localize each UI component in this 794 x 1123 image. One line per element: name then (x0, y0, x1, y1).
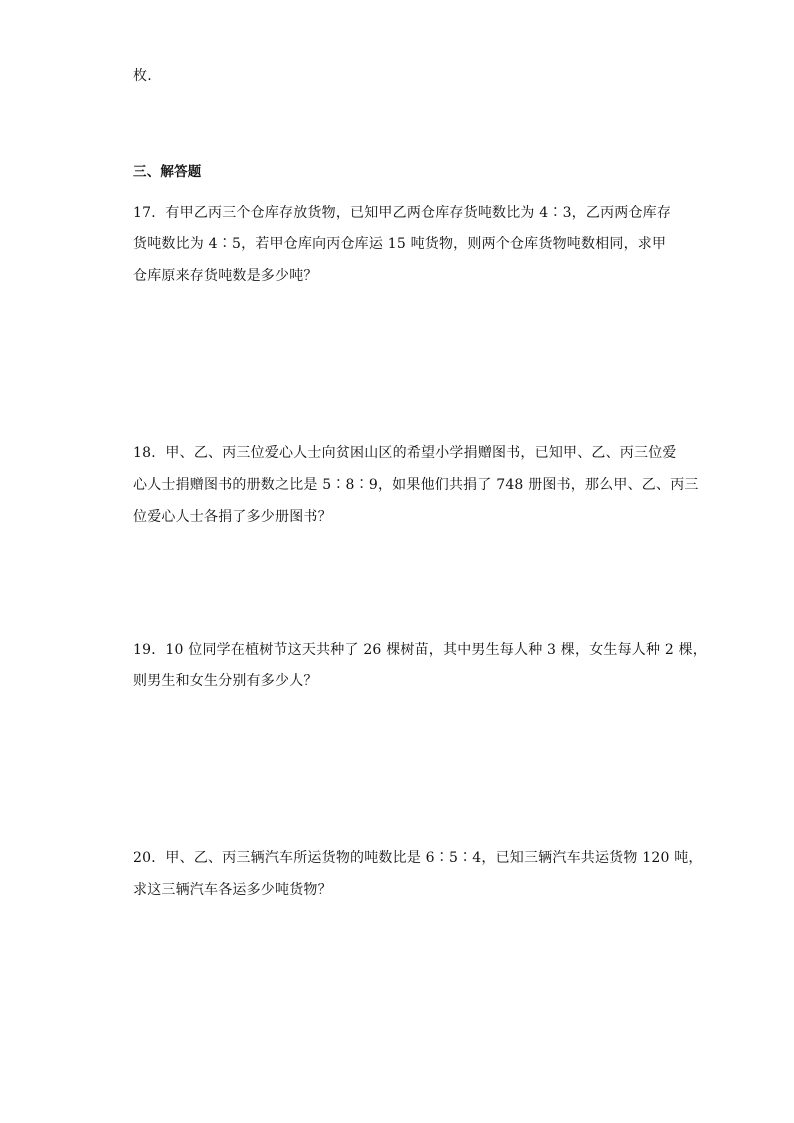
question-text-line: 20．甲、乙、丙三辆汽车所运货物的吨数比是 6∶5∶4，已知三辆汽车共运货物 120 吨， (133, 850, 703, 866)
section-heading: 三、解答题 (133, 164, 202, 180)
question-text-line: 仓库原来存货吨数是多少吨？ (133, 268, 318, 284)
question-text-line: 位爱心人士各捐了多少册图书？ (133, 509, 332, 525)
question-text-line: 18．甲、乙、丙三位爱心人士向贫困山区的希望小学捐赠图书，已知甲、乙、丙三位爱 (133, 445, 677, 461)
continued-text-fragment: 枚. (133, 68, 152, 84)
question-text-line: 19．10 位同学在植树节这天共种了 26 棵树苗，其中男生每人种 3 棵，女生每人种 2 棵， (133, 642, 708, 658)
question-text-line: 心人士捐赠图书的册数之比是 5∶8∶9，如果他们共捐了 748 册图书，那么甲、乙、丙三 (133, 477, 699, 493)
question-text-line: 求这三辆汽车各运多少吨货物？ (133, 882, 332, 898)
question-text-line: 17．有甲乙丙三个仓库存放货物，已知甲乙两仓库存货吨数比为 4∶3，乙丙两仓库存 (133, 205, 672, 221)
question-text-line: 则男生和女生分别有多少人？ (133, 673, 318, 689)
question-text-line: 货吨数比为 4∶5，若甲仓库向丙仓库运 15 吨货物，则两个仓库货物吨数相同，求甲 (133, 236, 667, 252)
